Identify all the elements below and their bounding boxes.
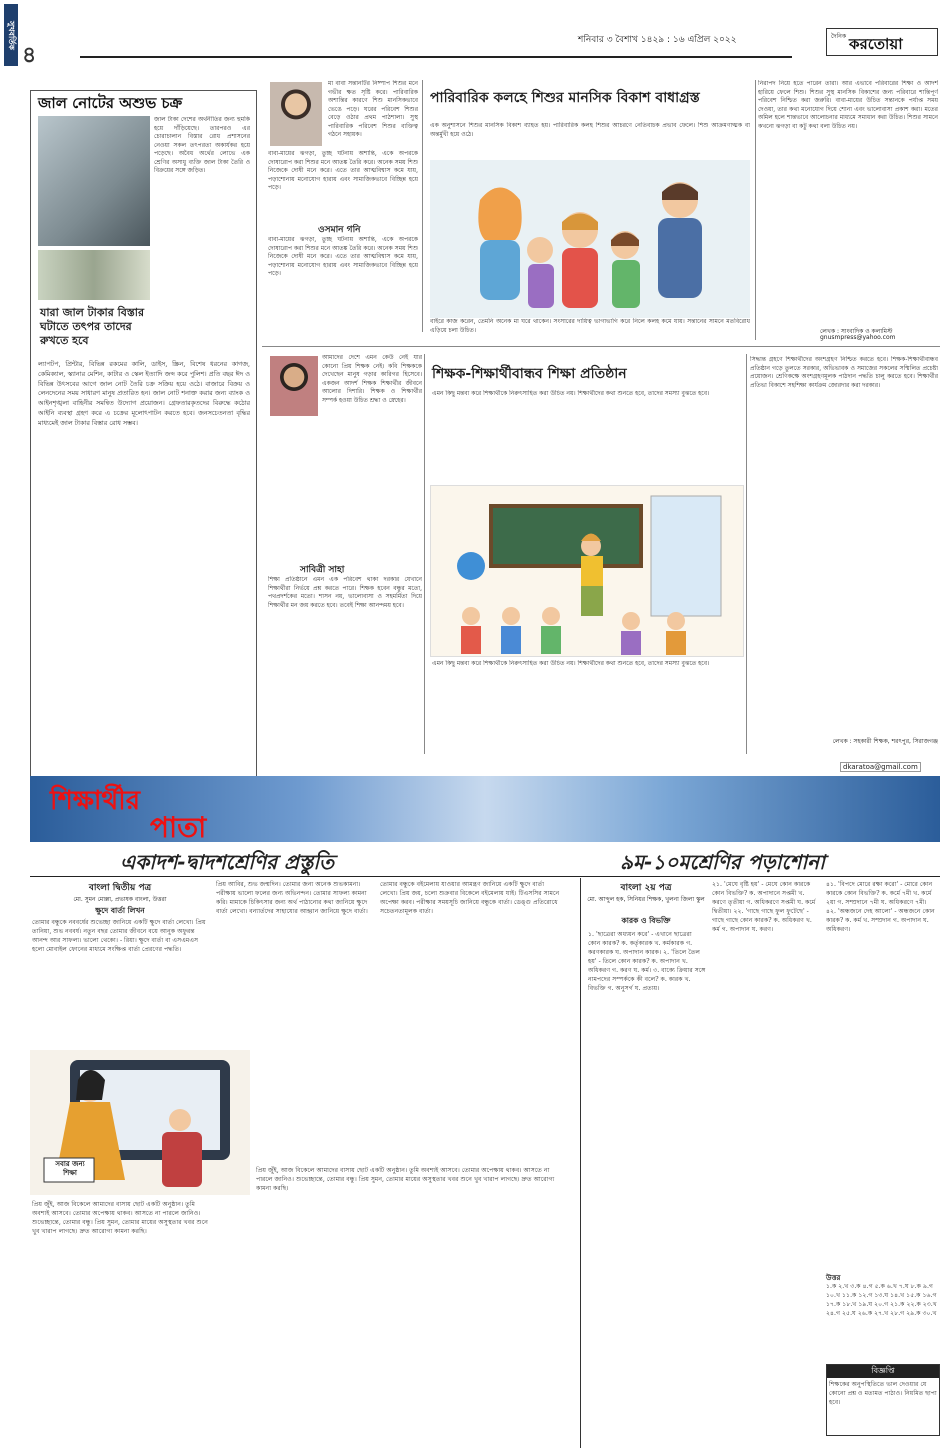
answers: ১.ক ২.খ ৩.ক ৪.গ ৫.ক ৬.খ ৭.ঘ ৮.ক ৯.গ ১০.খ ১১.ক ১২.গ ১৩.ঘ ১৪.খ ১৫.ক ১৬.গ ১৭.ক ১৮.খ ১৯.ঘ ২০.গ ২১.ক ২২.ক ২৩.খ ২৪.গ ২৫.ঘ ২৬.ক ২৭.খ ২৮.গ ২৯.ক ৩০.খ [826, 1283, 937, 1317]
masthead [826, 28, 938, 56]
teacher-body-left-2: শিক্ষা প্রতিষ্ঠানে এমন এক পরিবেশ থাকা দরকার যেখানে শিক্ষার্থীরা নির্ভয়ে প্রশ্ন করতে পারে। শিক্ষক হবেন বন্ধুর মতো, পথপ্রদর্শকের মতো। শাসন নয়, ভালোবাসা ও সহমর্মিতা দিয়ে শিক্ষার্থীর মন জয় করতে হবে। তবেই শিক্ষা আনন্দময় হবে। [268, 576, 422, 609]
teacher-credit: লেখক : সহকারী শিক্ষক, শরৎপুর, সিরাজগঞ্জ [832, 738, 938, 745]
fake-notes-body-2: ল্যাপটপ, প্রিন্টার, বিভিন্ন রকমের কালি, ডাইস, স্ক্রিন, বিশেষ ধরনের কাগজ, কেমিক্যাল, স্ক্যানার মেশিন, কাটার ও স্কেল ইত্যাদি জব্দ করে পুলিশ। প্রতি বছর ঈদ ও বিভিন্ন উৎসবের আগে জাল নোট তৈরি চক্র সক্রিয় হয়ে ওঠে। বাজারে বিক্রয় ও লেনদেনের সময় সাধারণ মানুষ প্রতারিত হন। জাল নোট শনাক্ত করার জন্য ব্যাংক ও আইনশৃঙ্খলা বাহিনীর সমন্বিত উদ্যোগ প্রয়োজন। গ্রেফতারকৃতদের বিরুদ্ধে কঠোর আইনি ব্যবস্থা গ্রহণ করে এ চক্রের মূলোৎপাটন করতে হবে। জনসচেতনতা বৃদ্ধির মাধ্যমেই জাল টাকার বিস্তার রোধ সম্ভব। [38, 360, 250, 427]
family-title: পারিবারিক কলহে শিশুর মানসিক বিকাশ বাধাগ্রস্ত [430, 90, 700, 106]
teacher-title: শিক্ষক-শিক্ষার্থীবান্ধব শিক্ষা প্রতিষ্ঠান [432, 366, 627, 382]
date-line: শনিবার ৩ বৈশাখ ১৪২৯ : ১৬ এপ্রিল ২০২২ [578, 35, 737, 45]
sign-board: সবার জন্য শিক্ষা [55, 1160, 85, 1177]
fake-notes-pull-quote: যারা জাল টাকার বিস্তার ঘটাতে তৎপর তাদের রুখতে হবে [40, 306, 145, 347]
right-col-3: ৪১. 'বিপদে মোরে রক্ষা করো' - মোরে কোন কারকে কোন বিভক্তি? ক. কর্মে ৭মী খ. কর্মে ২য়া গ. সম্প্রদানে ৭মী ঘ. অধিকরণে ৭মী। ৪২. 'অন্ধজনে দেহ আলো' - অন্ধজনে কোন কারক? ক. কর্ম খ. সম্প্রদান গ. অপাদান ঘ. অধিকরণ। [826, 881, 935, 933]
classroom-illustration [430, 485, 744, 657]
left-col-3: তোমার বন্ধুকে বইমেলায় যাওয়ার আমন্ত্রণ জানিয়ে একটি ক্ষুদে বার্তা লেখো। প্রিয় জয়, চলো শুক্রবার বিকেলে বইমেলায় যাই। টিএসসির সামনে অপেক্ষা করব। পরীক্ষার সময়সূচি জানিয়ে বন্ধুকে বার্তা। ডেঙ্গু প্রতিরোধে সচেতনতামূলক বার্তা। [380, 881, 560, 915]
teacher-author: সাবিত্রী সাহা [300, 565, 345, 575]
author-photo-sabitri [270, 356, 318, 416]
fake-notes-title: জাল নোটের অশুভ চক্র [38, 94, 183, 112]
notice-box [826, 1364, 940, 1436]
family-body-left: মা বাবা সন্তানটির নিষ্পাপ শিশুর মনে গভীর ক্ষত সৃষ্টি করে। পারিবারিক অশান্তির কারণে শিশু মানসিকভাবে ভেঙে পড়ে। ঘরের পরিবেশ শিশুর বেড়ে ওঠার প্রথম পাঠশালা। সুস্থ পারিবারিক পরিবেশ শিশুর ব্যক্তিত্ব গঠনে সহায়ক। [328, 80, 418, 138]
family-author: ওসমান গনি [318, 225, 361, 235]
sms-illustration [30, 1050, 250, 1195]
author-photo-osman [270, 82, 322, 146]
left-subject: বাংলা দ্বিতীয় পত্র [88, 883, 152, 893]
family-credit: লেখক : সাংবাদিক ও কলামিস্ট [820, 328, 893, 335]
family-body-mid: এক অনুশাসনে শিশুর মানসিক বিকাশ ব্যাহত হয়। পারিবারিক কলহ শিশুর আচরণে নেতিবাচক প্রভাব ফেলে। শিশু আক্রমণাত্মক বা অন্তর্মুখী হয়ে ওঠে। [430, 122, 750, 138]
teacher-body-left: আমাদের দেশে এমন কেউ নেই যার কোনো প্রিয় শিক্ষক নেই। কবি শিক্ষককে দেখেছেন মানুষ গড়ার কারিগর হিসেবে। একজন আদর্শ শিক্ষক শিক্ষার্থীর জীবনে আলোর দিশারি। শিক্ষক ও শিক্ষার্থীর সম্পর্ক হওয়া উচিত শ্রদ্ধা ও স্নেহের। [322, 354, 422, 404]
family-illustration [430, 160, 750, 318]
notice-text: শিক্ষকের অনুপস্থিতিতে ভাল দেওয়ার যে কোনো প্রশ্ন ও মতামত পাঠাও। নিয়মিত ছাপা হবে। [829, 1381, 937, 1406]
masthead-small: দৈনিক [831, 33, 847, 40]
left-teacher: মো. সুমন মোল্লা, প্রভাষক বাংলা, উত্তরা [73, 896, 167, 903]
right-col-1: ১. 'ছাত্রেরা অধ্যয়ন করে' - এখানে ছাত্রেরা কোন কারক? ক. কর্তৃকারক খ. কর্মকারক গ. করণকারক ঘ. অপাদান কারক। ২. 'তিলে তৈল হয়' - তিলে কোন কারক? ক. অপাদান খ. অধিকরণ গ. করণ ঘ. কর্ম। ৩. বাক্যে ক্রিয়ার সঙ্গে নামপদের সম্পর্ককে কী বলে? ক. কারক খ. বিভক্তি গ. অনুসর্গ ঘ. প্রত্যয়। [588, 931, 706, 992]
teacher-body-mid: এমন কিছু মন্তব্য করে শিক্ষার্থীকে নিরুৎসাহিত করা উচিত নয়। শিক্ষার্থীদের কথা শুনতে হবে, তাদের সমস্যা বুঝতে হবে। [432, 390, 710, 397]
right-heading: ৯ম-১০মশ্রেণির পড়াশোনা [620, 850, 825, 874]
notice-title: বিজ্ঞপ্তি [827, 1365, 939, 1378]
right-topic: কারক ও বিভক্তি [621, 916, 671, 925]
left-bottom: প্রিয় জুঁই, আজ বিকেলে আমাদের বাসায় ছোট একটি অনুষ্ঠান। তুমি অবশ্যই আসবে। তোমার অপেক্ষায় থাকব। আসতে না পারলে জানিও। শুভেচ্ছান্তে, তোমার বন্ধু। প্রিয় সুমন, তোমার মায়ের অসুস্থতার খবর শুনে খুব খারাপ লাগছে। দ্রুত আরোগ্য কামনা করছি। [32, 1201, 208, 1235]
student-page-banner [30, 776, 940, 842]
fake-notes-body-1: জাল টাকা দেশের অর্থনীতির জন্য হুমকি হয়ে দাঁড়িয়েছে। তারপরও এর চোরাচালান বিস্তার রোধ প্রশাসনের নেওয়া সকল তৎপরতা অকার্যকর হয়ে পড়েছে। অবৈধ অর্থের লোভে এক শ্রেণির অসাধু ব্যক্তি জাল টাকা তৈরি ও বিক্রয়ের সঙ্গে জড়িত। [154, 116, 250, 174]
left-topic: ক্ষুদে বার্তা লিখন [95, 906, 145, 915]
family-body-left-3: বাবা-মায়ের ঝগড়া, তুচ্ছ ঘটনায় অশান্তি, একে অপরকে দোষারোপ করা শিশুর মনে আতঙ্ক তৈরি করে। অনেক সময় শিশু নিজেকে দোষী মনে করে। এতে তার আত্মবিশ্বাস কমে যায়, পড়াশোনায় মনোযোগ হারায় এবং সামাজিকভাবে বিচ্ছিন্ন হয়ে পড়ে। [268, 236, 418, 277]
banner-title-1: শিক্ষার্থীর [50, 786, 141, 816]
left-heading: একাদশ-দ্বাদশশ্রেণির প্রস্তুতি [120, 850, 335, 874]
right-teacher: মো. আব্দুল হক, সিনিয়র শিক্ষক, খুলনা জিলা স্কুল [587, 896, 705, 903]
page-number: ৪ [22, 43, 37, 68]
right-col-2: ২১. 'মেঘে বৃষ্টি হয়' - মেঘে কোন কারকে কোন বিভক্তি? ক. অপাদানে সপ্তমী খ. করণে তৃতীয়া গ. অধিকরণে সপ্তমী ঘ. কর্মে দ্বিতীয়া। ২২. 'গাছে গাছে ফুল ফুটেছে' - গাছে গাছে কোন কারক? ক. অধিকরণ খ. কর্ম গ. অপাদান ঘ. করণ। [712, 881, 816, 933]
fake-notes-photo [38, 116, 150, 246]
family-body-left-2: বাবা-মায়ের ঝগড়া, তুচ্ছ ঘটনায় অশান্তি, একে অপরকে দোষারোপ করা শিশুর মনে আতঙ্ক তৈরি করে। অনেক সময় শিশু নিজেকে দোষী মনে করে। এতে তার আত্মবিশ্বাস কমে যায়, পড়াশোনায় মনোযোগ হারায় এবং সামাজিকভাবে বিচ্ছিন্ন হয়ে পড়ে। [268, 150, 418, 191]
banner-title-2: পাতা [150, 811, 207, 844]
family-body-right: নিরাপদ নিয়ে হতে পারেন তারা। আর এভাবে পরিবারের শিক্ষা ও আদর্শ হারিয়ে ফেলে শিশু। শিশুর সুস্থ মানসিক বিকাশের জন্য পরিবারে শান্তিপূর্ণ পরিবেশ নিশ্চিত করা জরুরি। বাবা-মায়ের উচিত সন্তানকে পর্যাপ্ত সময় দেওয়া, তার কথা মনোযোগ দিয়ে শোনা এবং ভালোবাসা প্রকাশ করা। মতের অমিল হলে শান্তভাবে আলোচনার মাধ্যমে সমাধান করা উচিত। শিশুর সামনে কখনো ঝগড়া বা কটু কথা বলা উচিত নয়। [758, 80, 938, 130]
left-col-1: তোমার বন্ধুকে নববর্ষের শুভেচ্ছা জানিয়ে একটি ক্ষুদে বার্তা লেখো। প্রিয় তানিয়া, শুভ নববর্ষ। নতুন বছর তোমার জীবনে বয়ে আনুক অফুরন্ত আনন্দ আর সাফল্য। ভালো থেকো। - রিয়া। ক্ষুদে বার্তা বা এসএমএস হলো মোবাইল ফোনের মাধ্যমে সংক্ষিপ্ত বার্তা প্রেরণের পদ্ধতি। [32, 919, 206, 953]
header-rule [80, 56, 792, 58]
answers-label: উত্তর [826, 1274, 841, 1282]
left-bottom-2: প্রিয় জুঁই, আজ বিকেলে আমাদের বাসায় ছোট একটি অনুষ্ঠান। তুমি অবশ্যই আসবে। তোমার অপেক্ষায় থাকব। আসতে না পারলে জানিও। শুভেচ্ছান্তে, তোমার বন্ধু। প্রিয় সুমন, তোমার মায়ের অসুস্থতার খবর শুনে খুব খারাপ লাগছে। দ্রুত আরোগ্য কামনা করছি। [256, 1167, 555, 1192]
family-email: gnusmpress@yahoo.com [820, 334, 896, 341]
teacher-body-right: সিদ্ধান্ত গ্রহণে শিক্ষার্থীদের অংশগ্রহণ নিশ্চিত করতে হবে। শিক্ষক-শিক্ষার্থীবান্ধব প্রতিষ্ঠান গড়ে তুলতে সরকার, অভিভাবক ও সমাজের সকলের সম্মিলিত প্রচেষ্টা প্রয়োজন। শ্রেণিকক্ষে অংশগ্রহণমূলক পাঠদান পদ্ধতি চালু করতে হবে। শিক্ষার্থীর প্রতিভা বিকাশে সহশিক্ষা কার্যক্রম জোরদার করা দরকার। [750, 356, 938, 389]
right-subject: বাংলা ২য় পত্র [620, 883, 672, 893]
teacher-body-mid-2: এমন কিছু মন্তব্য করে শিক্ষার্থীকে নিরুৎসাহিত করা উচিত নয়। শিক্ষার্থীদের কথা শুনতে হবে, তাদের সমস্যা বুঝতে হবে। [432, 660, 710, 667]
teacher-email: dkaratoa@gmail.com [840, 762, 921, 772]
masthead-title: করতোয়া [849, 35, 903, 53]
left-col-2: প্রিয় আবির, শুভ জন্মদিন। তোমার জন্য অনেক শুভকামনা। পরীক্ষায় ভালো ফলের জন্য অভিনন্দন। তোমার সাফল্য কামনা করি। মামাকে চিকিৎসার জন্য অর্থ পাঠানোর কথা জানিয়ে ক্ষুদে বার্তা লেখো। বন্যার্তদের সাহায্যের আহ্বান জানিয়ে ক্ষুদে বার্তা। [216, 881, 368, 915]
fake-notes-photo-2 [38, 250, 150, 300]
side-logo: সুখবর্তিক [4, 4, 18, 66]
family-body-bottom: বাইরে কাজ করেন, তেমনি অনেক মা ঘরে থাকেন। সংসারের দায়িত্ব ভাগাভাগি করে নিলে কলহ কমে যায়। সন্তানের সামনে মতবিরোধ এড়িয়ে চলা উচিত। [430, 318, 750, 334]
